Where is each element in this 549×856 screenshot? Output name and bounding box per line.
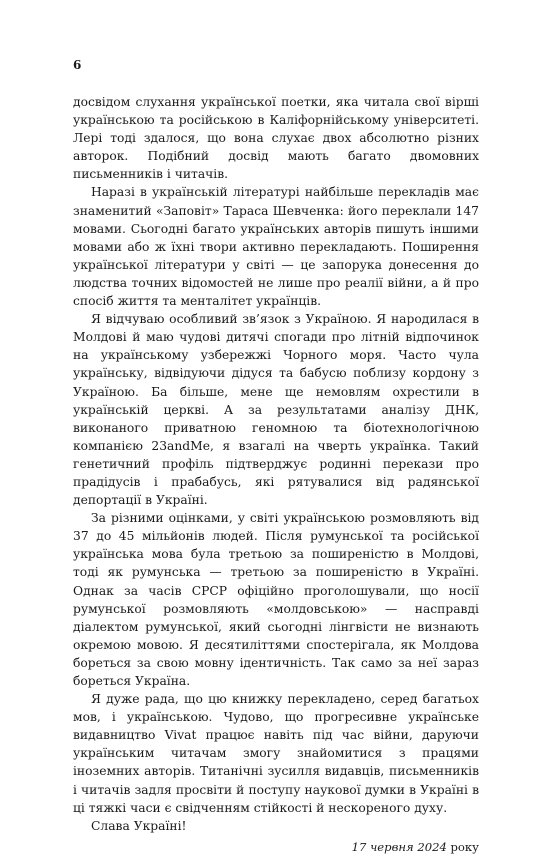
body-text xyxy=(73,93,479,856)
paragraph-continuation: досвідом слухання української поетки, яка читала свої вірші українською та російською в Каліфорнійському університеті. Лері тоді здалося, що вона слухає двох абсолютно різних авторок. Подібний досвід мають багато двомовних письменників і читачів. xyxy=(73,95,479,182)
paragraph-gratitude: Я дуже рада, що цю книжку перекладено, серед багатьох мов, і українською. Чудово, що прогресивне українське видавництво Vivat працює навіть під час війни, даруючи українським читачам змогу знайомитися з працями іноземних авторів. Титанічні зусилля видавців, письменників і читачів задля просвіти й поступу наукової думки в Україні в ці тяжкі часи є свідченням стійкості й нескореного духу. xyxy=(73,692,479,815)
signature-date-text: 17 червня 2024 xyxy=(351,839,447,854)
signature-year-word: року xyxy=(450,839,479,854)
paragraph-closing: Слава Україні! xyxy=(91,818,187,833)
signature-date xyxy=(73,838,479,856)
paragraph-connection-ukraine: Я відчуваю особливий зв’язок з Україною. Я народилася в Молдові й маю чудові дитячі спогади про літній відпочинок на українському узбережжі Чорного моря. Часто чула українську, відвідуючи дідуся та бабусю поблизу кордону з Україною. Ба більше, мене ще немовлям охрестили в українській церкві. А за результатами аналізу ДНК, виконаного приватною геномною та біотехнологічною компанією 23andMe, я взагалі на чверть українка. Такий генетичний профіль підтверджує родинні перекази про прадідусів і прабабусь, які рятувалися від радянської депортації в Україні. xyxy=(73,312,479,508)
page-number: 6 xyxy=(73,58,82,72)
paragraph-language-estimates: За різними оцінками, у світі українською розмовляють від 37 до 45 мільйонів людей. Після румунської та російської українська мова була третьою за поширеністю в Молдові, тоді як румунська — третьою за поширеністю в Україні. Однак за часів СРСР офіційно проголошували, що носії румунської розмовляють «молдовською» — насправді діалектом румунської, який сьогодні лінгвісти не визнають окремою мовою. Я десятиліттями спостерігала, як Молдова бореться за свою мовну ідентичність. Так само за неї зараз бореться Україна. xyxy=(73,511,479,688)
paragraph-translations: Наразі в українській літературі найбільше перекладів має знаменитий «Заповіт» Тараса Шевченка: його переклали 147 мовами. Сьогодні багато українських авторів пишуть іншими мовами або ж їхні твори активно перекладають. Поширення української літератури у світі — це запорука донесення до людства точних відомостей не лише про реалії війни, а й про спосіб життя та менталітет українців. xyxy=(73,185,479,309)
